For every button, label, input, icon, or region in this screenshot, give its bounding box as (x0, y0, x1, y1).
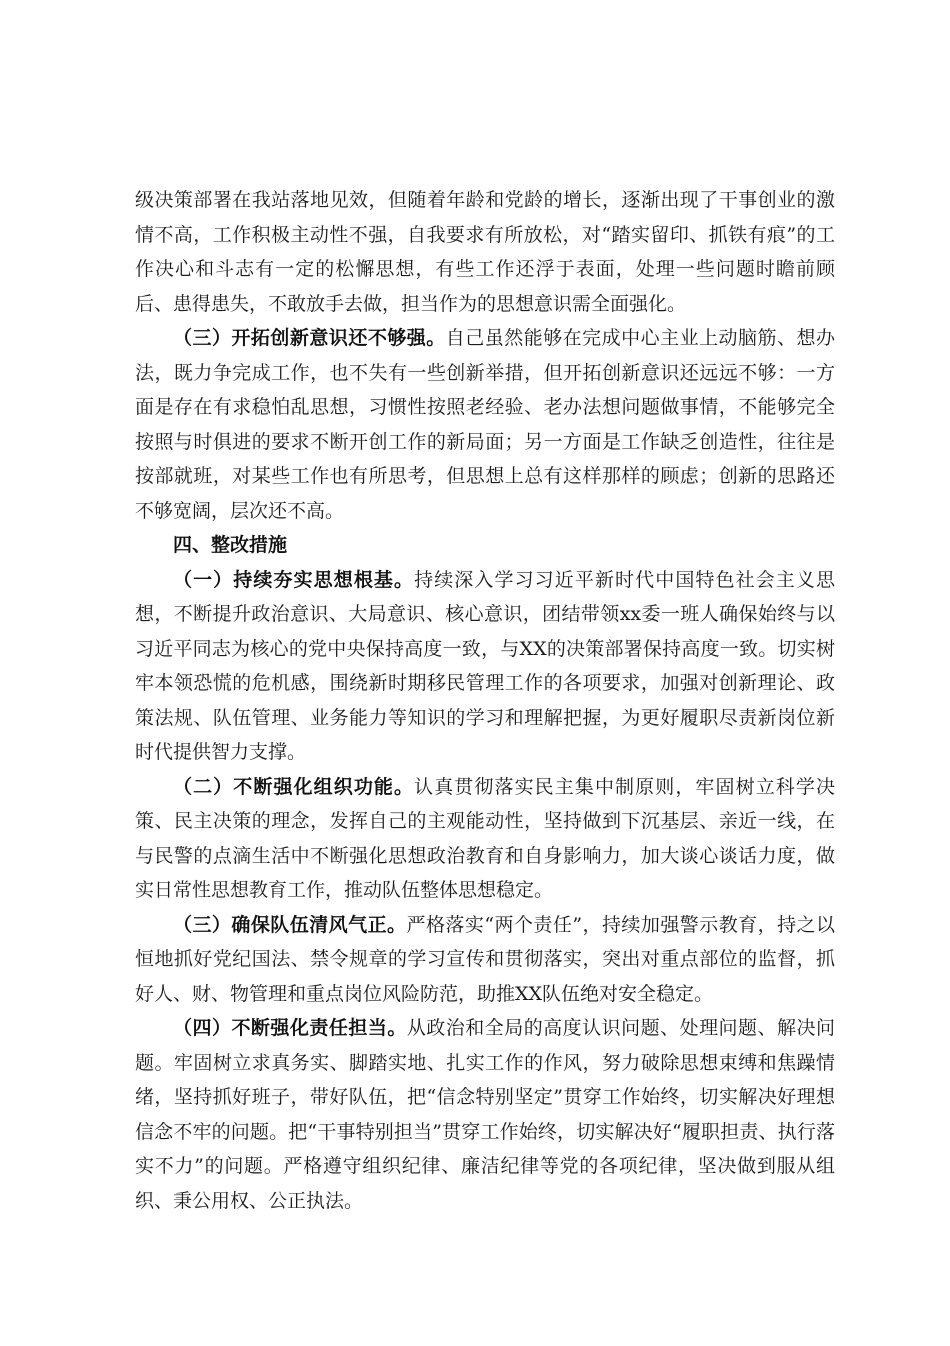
paragraph-continuation (135, 183, 835, 321)
paragraph-lead: （三）开拓创新意识还不够强。 (173, 327, 446, 349)
paragraph-lead: （三）确保队伍清风气正。 (173, 913, 407, 936)
paragraph-text: 认真贯彻落实民主集中制原则，牢固树立科学决策、民主决策的理念，发挥自己的主观能动性，坚持做到下沉基层、亲近一线，在与民警的点滴生活中不断强化思想政治教育和自身影响力，加大谈心谈话力度，做实日常性思想教育工作，推动队伍整体思想稳定。 (135, 775, 835, 901)
section-heading-text: 四、整改措施 (173, 534, 288, 556)
paragraph-text: 自己虽然能够在完成中心主业上动脑筋、想办法，既力争完成工作，也不失有一些创新举措，但开拓创新意识还远远不够：一方面是存在有求稳怕乱思想，习惯性按照老经验、老办法想问题做事情，不能够完全按照与时俱进的要求不断开创工作的新局面；另一方面是工作缺乏创造性，往往是按部就班，对某些工作也有所思考，但思想上总有这样那样的顾虑；创新的思路还不够宽阔，层次还不高。 (135, 327, 835, 522)
paragraph-organization-function (135, 770, 835, 908)
paragraph-text: 严格落实“两个责任”，持续加强警示教育，持之以恒地抓好党纪国法、禁令规章的学习宣传和贯彻落实，突出对重点部位的监督，抓好人、财、物管理和重点岗位风险防范，助推XX队伍绝对安全稳定。 (135, 913, 835, 1005)
paragraph-responsibility (135, 1011, 835, 1218)
paragraph-text: 从政治和全局的高度认识问题、处理问题、解决问题。牢固树立求真务实、脚踏实地、扎实工作的作风，努力破除思想束缚和焦躁情绪，坚持抓好班子，带好队伍，把“信念特别坚定”贯穿工作始终，切实解决好理想信念不牢的问题。把“干事特别担当”贯穿工作始终，切实解决好“履职担责、执行落实不力”的问题。严格遵守组织纪律、廉洁纪律等党的各项纪律，坚决做到服从组织、秉公用权、公正执法。 (135, 1017, 835, 1212)
document-body (135, 183, 835, 1218)
paragraph-innovation-awareness (135, 321, 835, 528)
paragraph-ideological-foundation (135, 563, 835, 770)
section-heading-rectification (135, 528, 835, 563)
paragraph-lead: （一）持续夯实思想根基。 (173, 568, 415, 591)
paragraph-lead: （四）不断强化责任担当。 (173, 1017, 407, 1039)
paragraph-lead: （二）不断强化组织功能。 (173, 775, 415, 798)
paragraph-text: 持续深入学习习近平新时代中国特色社会主义思想，不断提升政治意识、大局意识、核心意识，团结带领xx委一班人确保始终与以习近平同志为核心的党中央保持高度一致，与XX的决策部署保持高度一致。切实树牢本领恐慌的危机感，围绕新时期移民管理工作的各项要求，加强对创新理论、政策法规、队伍管理、业务能力等知识的学习和理解把握，为更好履职尽责新岗位新时代提供智力支撑。 (135, 568, 835, 763)
paragraph-team-integrity (135, 908, 835, 1012)
paragraph-text: 级决策部署在我站落地见效，但随着年龄和党龄的增长，逐渐出现了干事创业的激情不高，工作积极主动性不强，自我要求有所放松，对“踏实留印、抓铁有痕”的工作决心和斗志有一定的松懈思想，有些工作还浮于表面，处理一些问题时瞻前顾后、患得患失，不敢放手去做，担当作为的思想意识需全面强化。 (135, 189, 835, 315)
